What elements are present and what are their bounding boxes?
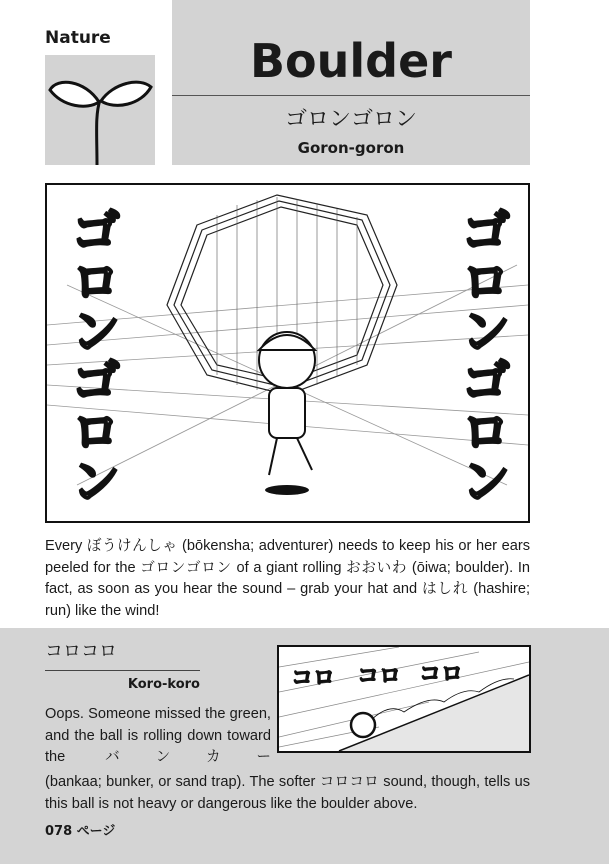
- sub-entry-romaji: Koro-koro: [127, 677, 200, 692]
- sub-entry-description-part1: Oops. Someone missed the green, and the ball is rolling down toward the バンカー: [45, 706, 271, 765]
- title-box: [172, 0, 530, 165]
- panel-sfx-3: コロ: [419, 662, 464, 687]
- category-label: Nature: [45, 28, 111, 48]
- title-divider: [172, 95, 530, 96]
- sub-entry-divider: [45, 670, 200, 671]
- sfx-left: ゴロンゴロン: [63, 205, 121, 505]
- title-japanese: ゴロンゴロン: [284, 107, 417, 132]
- page-title: Boulder: [250, 34, 452, 88]
- sub-entry-japanese: コロコロ: [45, 641, 117, 662]
- boulder-manga-panel: [45, 183, 530, 523]
- golf-ball-manga-panel: [277, 645, 531, 753]
- title-romaji: Goron-goron: [297, 139, 405, 157]
- golf-ball: [351, 713, 375, 737]
- adventurer-character: [259, 332, 315, 475]
- panel-sfx-1: コロ: [291, 666, 336, 691]
- main-description: Every ぼうけんしゃ (bōkensha; adventurer) needs to keep his or her ears peeled for the ゴロンゴロン of a giant rolling おおいわ (ōiwa; boulder). In fact, as soon as you hear the sound – grab your hat and はしれ (hashire; run) like the wind!: [45, 538, 530, 619]
- sprout-icon: [45, 55, 155, 165]
- panel-sfx-2: コロ: [357, 664, 402, 689]
- sub-entry-description-part2: (bankaa; bunker, or sand trap). The softer コロコロ sound, though, tells us this ball is not heavy or dangerous like the boulder above.: [45, 774, 530, 812]
- page-number: 078 ページ: [45, 824, 116, 839]
- sfx-right: ゴロンゴロン: [453, 205, 511, 505]
